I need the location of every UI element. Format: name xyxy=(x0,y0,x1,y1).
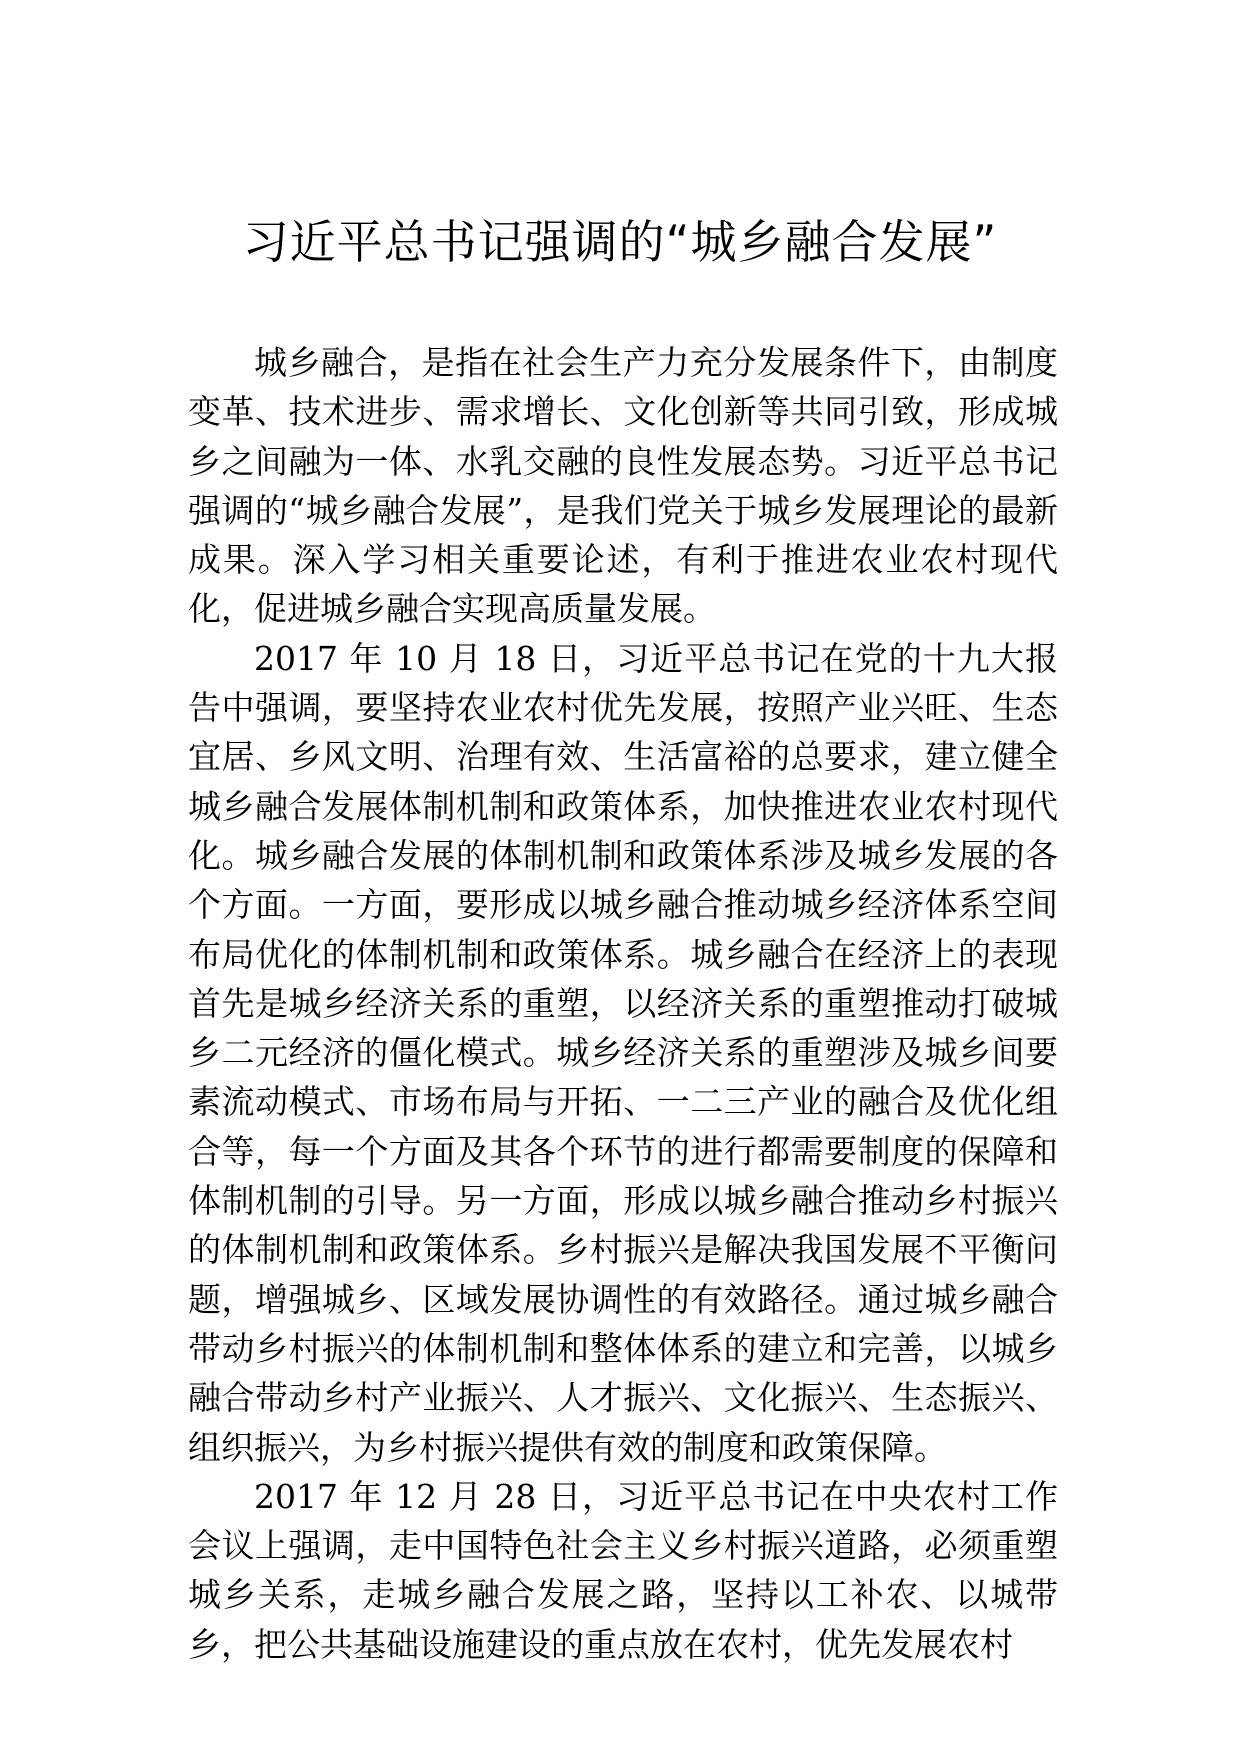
paragraph-2: 2017 年 10 月 18 日，习近平总书记在党的十九大报告中强调，要坚持农业农村优先发展，按照产业兴旺、生态宜居、乡风文明、治理有效、生活富裕的总要求，建立健全城乡融合发展体制机制和政策体系，加快推进农业农村现代化。城乡融合发展的体制机制和政策体系涉及城乡发展的各个方面。一方面，要形成以城乡融合推动城乡经济体系空间布局优化的体制机制和政策体系。城乡融合在经济上的表现首先是城乡经济关系的重塑，以经济关系的重塑推动打破城乡二元经济的僵化模式。城乡经济关系的重塑涉及城乡间要素流动模式、市场布局与开拓、一二三产业的融合及优化组合等，每一个方面及其各个环节的进行都需要制度的保障和体制机制的引导。另一方面，形成以城乡融合推动乡村振兴的体制机制和政策体系。乡村振兴是解决我国发展不平衡问题，增强城乡、区域发展协调性的有效路径。通过城乡融合带动乡村振兴的体制机制和整体体系的建立和完善，以城乡融合带动乡村产业振兴、人才振兴、文化振兴、生态振兴、组织振兴，为乡村振兴提供有效的制度和政策保障。 xyxy=(188,638,1058,1467)
document-title: 习近平总书记强调的“城乡融合发展” xyxy=(242,215,998,269)
paragraph-1: 城乡融合，是指在社会生产力充分发展条件下，由制度变革、技术进步、需求增长、文化创新等共同引致，形成城乡之间融为一体、水乳交融的良性发展态势。习近平总书记强调的“城乡融合发展”，是我们党关于城乡发展理论的最新成果。深入学习相关重要论述，有利于推进农业农村现代化，促进城乡融合实现高质量发展。 xyxy=(188,343,1058,629)
document-body xyxy=(188,338,1058,1669)
paragraph-3: 2017 年 12 月 28 日，习近平总书记在中央农村工作会议上强调，走中国特色社会主义乡村振兴道路，必须重塑城乡关系，走城乡融合发展之路，坚持以工补农、以城带乡，把公共基础设施建设的重点放在农村，优先发展农村 xyxy=(188,1476,1058,1664)
